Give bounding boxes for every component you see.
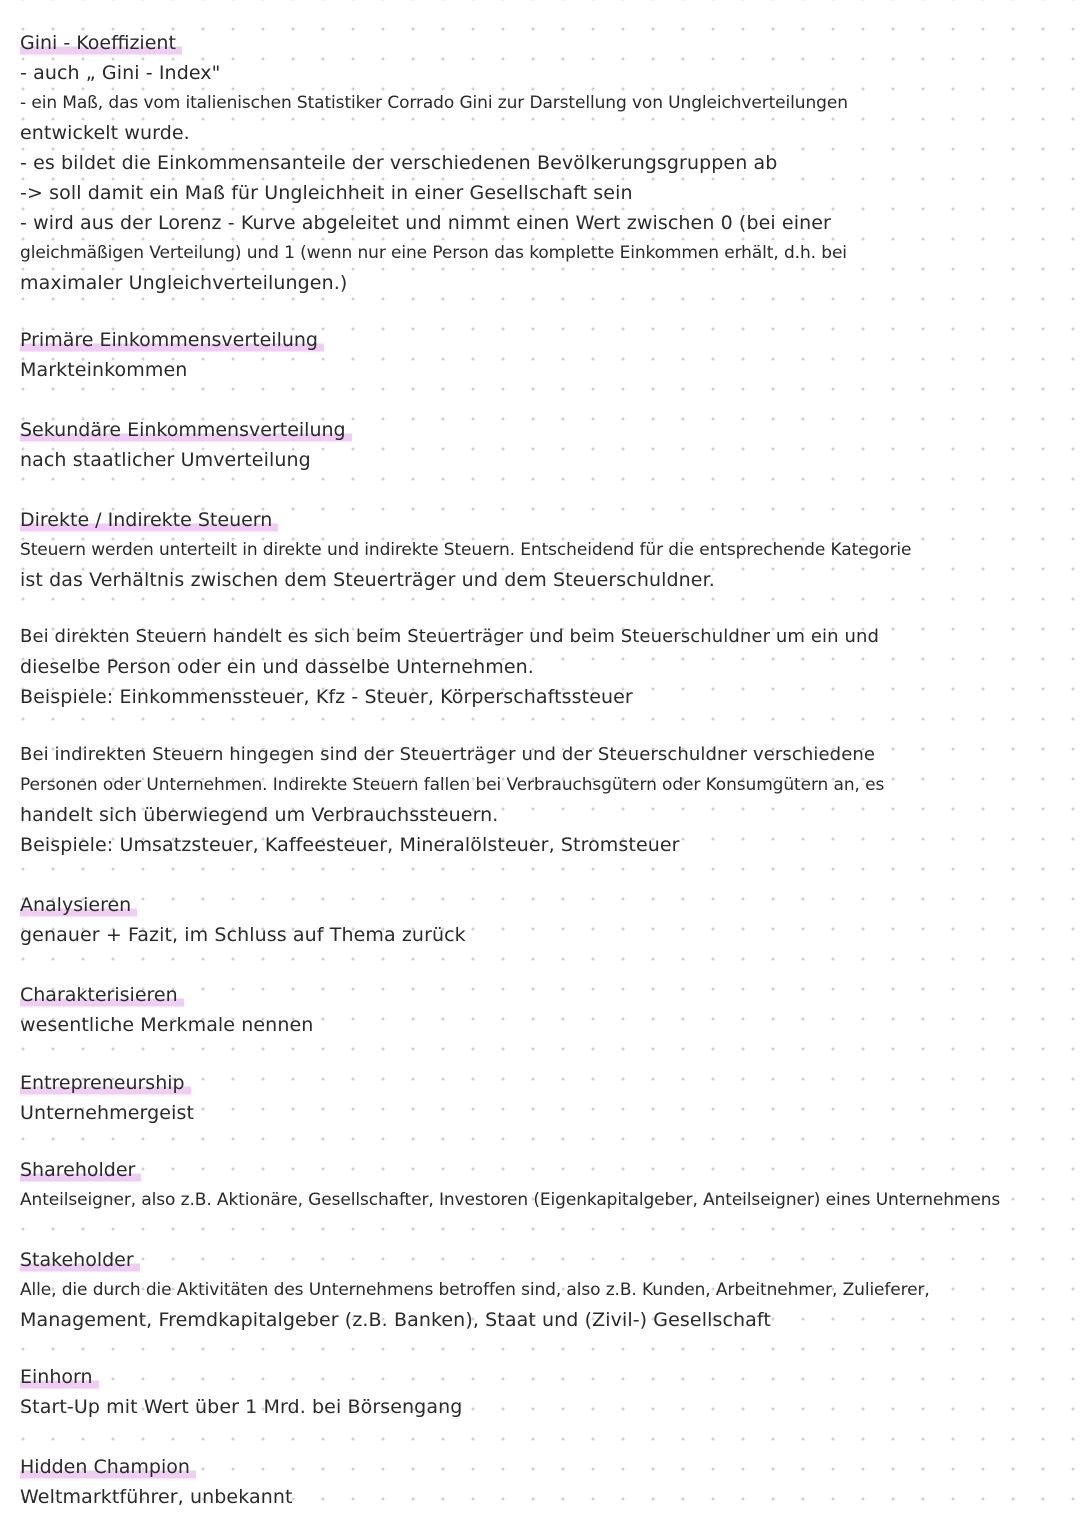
stakeholder-line-2: Management, Fremdkapitalgeber (z.B. Banken), Staat und (Zivil-) Gesellschaft: [20, 1309, 771, 1331]
analysieren-line-1: genauer + Fazit, im Schluss auf Thema zurück: [20, 924, 466, 946]
indirekt-line-1: Bei indirekten Steuern hingegen sind der Steuerträger und der Steuerschuldner verschiedene: [20, 744, 876, 765]
entrepreneurship-line-1: Unternehmergeist: [20, 1102, 194, 1124]
section-hidden-champion: [20, 1452, 1065, 1512]
heading-sekundaer: Sekundäre Einkommensverteilung: [20, 415, 352, 445]
heading-shareholder: Shareholder: [20, 1155, 141, 1185]
gini-line-1: - auch „ Gini - Index": [20, 62, 221, 84]
indirekt-line-2: Personen oder Unternehmen. Indirekte Steuern fallen bei Verbrauchsgütern oder Konsumgütern an, es: [20, 775, 885, 795]
heading-gini: Gini - Koeffizient: [20, 28, 182, 58]
section-entrepreneurship: [20, 1068, 1065, 1128]
heading-einhorn: Einhorn: [20, 1362, 99, 1392]
section-gini: [20, 28, 1065, 298]
section-stakeholder: [20, 1245, 1065, 1335]
gini-line-3: entwickelt wurde.: [20, 122, 190, 144]
sekundaer-line-1: nach staatlicher Umverteilung: [20, 449, 311, 471]
heading-entrepreneurship: Entrepreneurship: [20, 1068, 191, 1098]
section-steuern: [20, 505, 1065, 595]
direkt-line-1: Bei direkten Steuern handelt es sich beim Steuerträger und beim Steuerschuldner um ein und: [20, 626, 879, 647]
einhorn-line-1: Start-Up mit Wert über 1 Mrd. bei Börsengang: [20, 1396, 463, 1418]
section-primaer: [20, 325, 1065, 385]
gini-line-4: - es bildet die Einkommensanteile der verschiedenen Bevölkerungsgruppen ab: [20, 152, 778, 174]
heading-steuern: Direkte / Indirekte Steuern: [20, 505, 278, 535]
direkt-line-3: Beispiele: Einkommenssteuer, Kfz - Steuer, Körperschaftssteuer: [20, 686, 633, 708]
heading-primaer: Primäre Einkommensverteilung: [20, 325, 324, 355]
section-analysieren: [20, 890, 1065, 950]
indirekt-line-3: handelt sich überwiegend um Verbrauchssteuern.: [20, 804, 499, 826]
heading-stakeholder: Stakeholder: [20, 1245, 140, 1275]
section-sekundaer: [20, 415, 1065, 475]
section-direkte-steuern: [20, 622, 1065, 712]
charakterisieren-line-1: wesentliche Merkmale nennen: [20, 1014, 314, 1036]
indirekt-line-4: Beispiele: Umsatzsteuer, Kaffeesteuer, Mineralölsteuer, Stromsteuer: [20, 834, 680, 856]
steuern-line-2: ist das Verhältnis zwischen dem Steuerträger und dem Steuerschuldner.: [20, 569, 715, 591]
section-einhorn: [20, 1362, 1065, 1422]
heading-hidden-champion: Hidden Champion: [20, 1452, 196, 1482]
heading-charakterisieren: Charakterisieren: [20, 980, 184, 1010]
steuern-line-1: Steuern werden unterteilt in direkte und indirekte Steuern. Entscheidend für die entsprechende Kategorie: [20, 540, 912, 560]
gini-line-8: maximaler Ungleichverteilungen.): [20, 272, 348, 294]
gini-line-6: - wird aus der Lorenz - Kurve abgeleitet und nimmt einen Wert zwischen 0 (bei einer: [20, 212, 831, 234]
gini-line-5: -> soll damit ein Maß für Ungleichheit in einer Gesellschaft sein: [20, 182, 633, 204]
section-charakterisieren: [20, 980, 1065, 1040]
hidden-champion-line-1: Weltmarktführer, unbekannt: [20, 1486, 293, 1508]
shareholder-line-1: Anteilseigner, also z.B. Aktionäre, Gesellschafter, Investoren (Eigenkapitalgeber, Anteilseigner) eines Unternehmens: [20, 1190, 1001, 1210]
gini-line-2: - ein Maß, das vom italienischen Statistiker Corrado Gini zur Darstellung von Ungleichverteilungen: [20, 93, 848, 113]
heading-analysieren: Analysieren: [20, 890, 137, 920]
direkt-line-2: dieselbe Person oder ein und dasselbe Unternehmen.: [20, 656, 534, 678]
section-indirekte-steuern: [20, 740, 1065, 860]
stakeholder-line-1: Alle, die durch die Aktivitäten des Unternehmens betroffen sind, also z.B. Kunden, Arbeitnehmer, Zulieferer,: [20, 1280, 930, 1300]
section-shareholder: [20, 1155, 1065, 1215]
primaer-line-1: Markteinkommen: [20, 359, 188, 381]
gini-line-7: gleichmäßigen Verteilung) und 1 (wenn nur eine Person das komplette Einkommen erhält, d.h. bei: [20, 243, 847, 263]
